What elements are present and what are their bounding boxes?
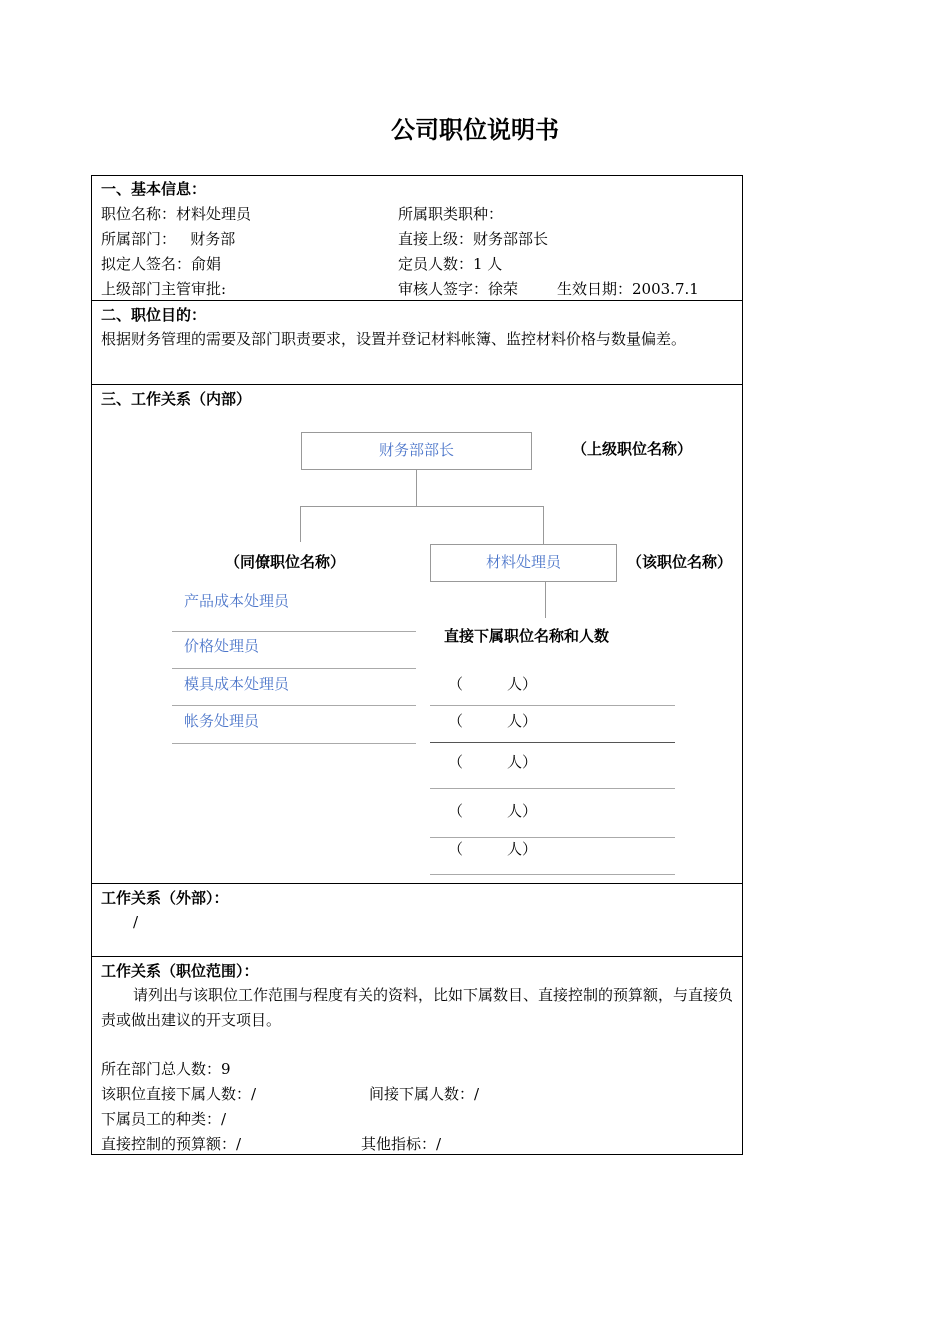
section-divider <box>92 883 742 884</box>
drafter-signature: 拟定人签名：俞娟 <box>101 255 222 273</box>
job-category: 所属职类职种： <box>398 205 504 223</box>
peer-position-item: 价格处理员 <box>184 637 260 655</box>
org-connector <box>300 506 544 507</box>
peer-position-item: 产品成本处理员 <box>184 592 290 610</box>
subordinate-row-divider <box>430 705 675 706</box>
subordinate-count-suffix: 人） <box>507 753 538 771</box>
peer-position-item: 帐务处理员 <box>184 712 260 730</box>
subordinate-count-suffix: 人） <box>507 712 538 730</box>
external-relations-heading: 工作关系（外部）： <box>101 889 229 907</box>
reviewer-signature: 审核人签字：徐荣 <box>398 280 519 298</box>
superior-approval: 上级部门主管审批: <box>101 280 227 298</box>
budget-controlled: 直接控制的预算额：/ <box>101 1135 242 1153</box>
purpose-text: 根据财务管理的需要及部门职责要求，设置并登记材料帐簿、监控材料价格与数量偏差。 <box>101 330 687 348</box>
subordinate-row-divider <box>430 874 675 875</box>
position-name: 职位名称：材料处理员 <box>101 205 252 223</box>
subordinate-row-divider <box>430 788 675 789</box>
section-divider <box>92 384 742 385</box>
subordinate-types: 下属员工的种类：/ <box>101 1110 227 1128</box>
peer-row-divider <box>172 743 416 744</box>
external-relations-value: / <box>133 913 139 931</box>
department: 所属部门： 财务部 <box>101 230 236 248</box>
current-position-box <box>430 544 617 582</box>
subordinate-count-suffix: 人） <box>507 840 538 858</box>
basic-info-heading: 一、基本信息： <box>101 180 207 198</box>
current-position-label: （该职位名称） <box>627 553 733 571</box>
section-divider <box>92 956 742 957</box>
peer-row-divider <box>172 631 416 632</box>
subordinate-count-suffix: 人） <box>507 802 538 820</box>
subordinates-label: 直接下属职位名称和人数 <box>444 627 610 645</box>
scope-text: 请列出与该职位工作范围与程度有关的资料，比如下属数目、直接控制的预算额，与直接负责或做出建议的开支项目。 <box>101 986 734 1029</box>
subordinate-row-divider <box>430 742 675 743</box>
indirect-subordinates-count: 间接下属人数：/ <box>369 1085 480 1103</box>
direct-superior: 直接上级：财务部部长 <box>398 230 549 248</box>
subordinate-open: （ <box>448 840 464 858</box>
subordinate-open: （ <box>448 753 464 771</box>
effective-date: 生效日期：2003.7.1 <box>557 280 699 298</box>
internal-relations-heading: 三、工作关系（内部） <box>101 390 252 408</box>
page-title: 公司职位说明书 <box>391 115 559 144</box>
subordinate-row-divider <box>430 837 675 838</box>
job-description-table <box>91 175 743 1155</box>
direct-subordinates-count: 该职位直接下属人数：/ <box>101 1085 257 1103</box>
other-indicators: 其他指标：/ <box>361 1135 442 1153</box>
department-total: 所在部门总人数：9 <box>101 1060 231 1078</box>
org-connector <box>416 470 417 506</box>
org-connector <box>545 582 546 618</box>
peer-row-divider <box>172 705 416 706</box>
subordinate-count-suffix: 人） <box>507 675 538 693</box>
peer-position-item: 模具成本处理员 <box>184 675 290 693</box>
peer-position-label: （同僚职位名称） <box>225 553 346 571</box>
headcount: 定员人数：1 人 <box>398 255 503 273</box>
scope-heading: 工作关系（职位范围）： <box>101 962 259 980</box>
subordinate-open: （ <box>448 802 464 820</box>
subordinate-open: （ <box>448 712 464 730</box>
superior-position-label: （上级职位名称） <box>572 440 693 458</box>
purpose-heading: 二、职位目的： <box>101 306 207 324</box>
superior-position-name: 财务部部长 <box>378 441 454 459</box>
section-divider <box>92 300 742 301</box>
subordinate-open: （ <box>448 675 464 693</box>
org-connector <box>543 506 544 544</box>
peer-row-divider <box>172 668 416 669</box>
superior-position-box <box>301 432 532 470</box>
current-position-name: 材料处理员 <box>485 553 561 571</box>
org-connector <box>300 506 301 542</box>
